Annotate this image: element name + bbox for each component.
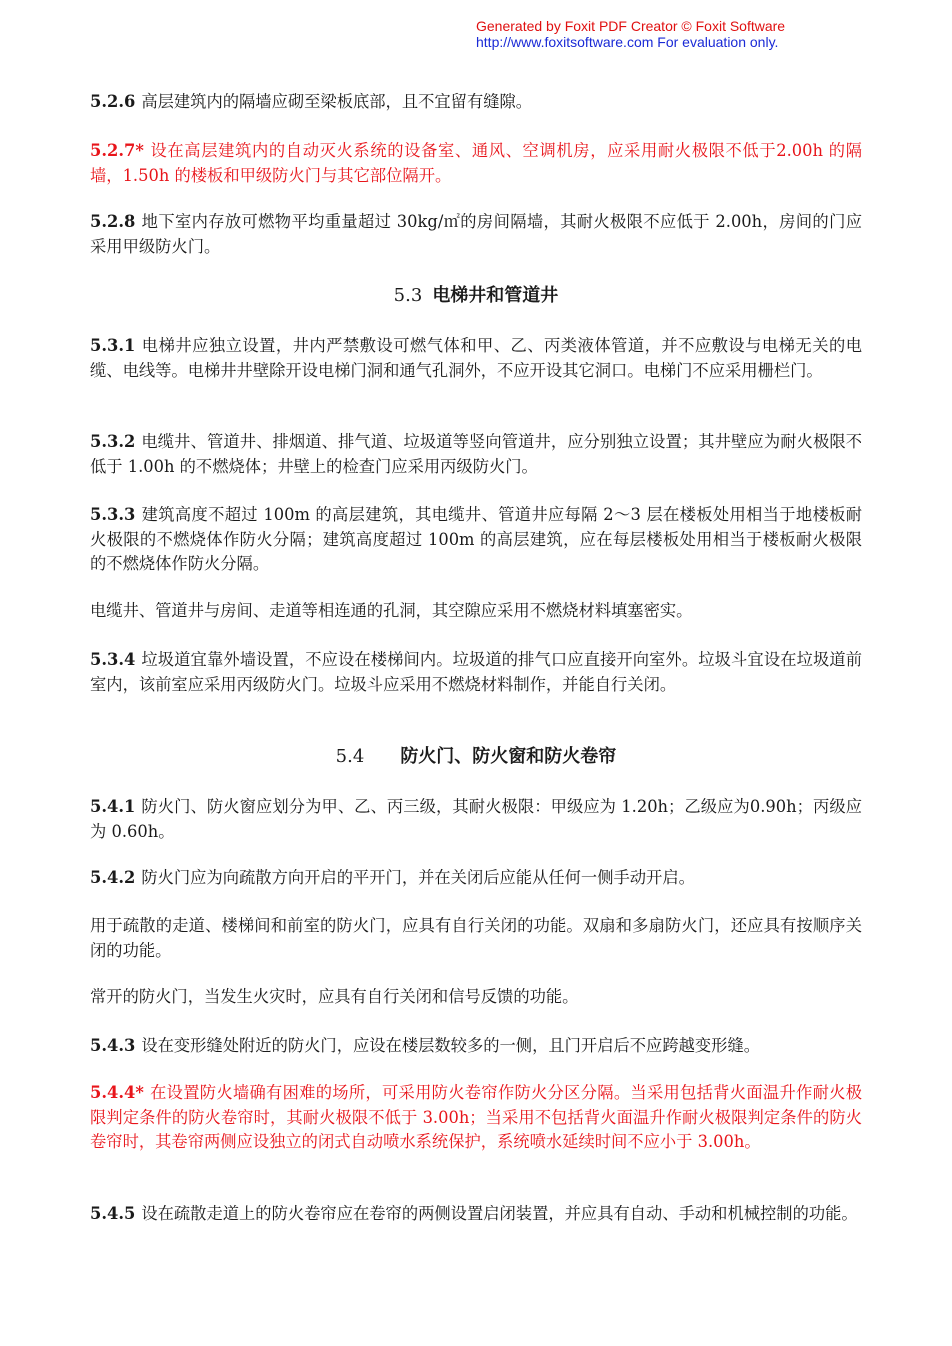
clause-5-3-3 [90,503,862,577]
watermark-line-1: Generated by Foxit PDF Creator © Foxit Software [476,18,786,34]
clause-text: 防火门、防火窗应划分为甲、乙、丙三级，其耐火极限：甲级应为 1.20h；乙级应为0.90h；丙级应为 0.60h。 [90,797,862,841]
clause-text: 在设置防火墙确有困难的场所，可采用防火卷帘作防火分区分隔。当采用包括背火面温升作耐火极限判定条件的防火卷帘时，其耐火极限不低于 3.00h；当采用不包括背火面温升作耐火极限判定条件的防火卷帘时，其卷帘两侧应设独立的闭式自动喷水系统保护，系统喷水延续时间不应小于 3.00h。 [90,1083,862,1151]
clause-5-4-5 [90,1202,862,1227]
section-heading-5-4 [90,745,862,769]
section-heading-5-3 [90,284,862,308]
paragraph-self-closing-doors [90,914,862,963]
clause-number: 5.2.8 [90,212,136,231]
paragraph-text: 电缆井、管道井与房间、走道等相连通的孔洞，其空隙应采用不燃烧材料填塞密实。 [90,601,693,620]
clause-text: 电缆井、管道井、排烟道、排气道、垃圾道等竖向管道井，应分别独立设置；其井壁应为耐火极限不低于 1.00h 的不燃烧体；井壁上的检查门应采用丙级防火门。 [90,432,862,476]
clause-text: 电梯井应独立设置，井内严禁敷设可燃气体和甲、乙、丙类液体管道，并不应敷设与电梯无关的电缆、电线等。电梯井井壁除开设电梯门洞和通气孔洞外，不应开设其它洞口。电梯门不应采用栅栏门。 [90,336,862,380]
clause-number: 5.3.2 [90,432,136,451]
clause-number: 5.4.3 [90,1036,136,1055]
clause-text: 设在高层建筑内的自动灭火系统的设备室、通风、空调机房，应采用耐火极限不低于2.00h 的隔墙，1.50h 的楼板和甲级防火门与其它部位隔开。 [90,141,862,185]
clause-5-4-3 [90,1034,862,1059]
clause-5-3-4 [90,648,862,697]
clause-text: 防火门应为向疏散方向开启的平开门，并在关闭后应能从任何一侧手动开启。 [141,868,695,887]
paragraph-cable-shaft-gaps [90,599,862,624]
section-number: 5.3 [393,285,423,306]
clause-5-4-4 [90,1081,862,1155]
clause-5-3-1 [90,334,862,383]
clause-text: 建筑高度不超过 100m 的高层建筑，其电缆井、管道井应每隔 2～3 层在楼板处用相当于地楼板耐火极限的不燃烧体作防火分隔；建筑高度超过 100m 的高层建筑，应在每层楼板处用相当于楼板耐火极限的不燃烧体作防火分隔。 [90,505,862,573]
clause-number: 5.4.2 [90,868,136,887]
clause-number: 5.4.5 [90,1204,136,1223]
clause-number: 5.2.6 [90,92,136,111]
section-title: 电梯井和管道井 [432,285,559,306]
clause-text: 垃圾道宜靠外墙设置，不应设在楼梯间内。垃圾道的排气口应直接开向室外。垃圾斗宜设在垃圾道前室内，该前室应采用丙级防火门。垃圾斗应采用不燃烧材料制作，并能自行关闭。 [90,650,862,694]
paragraph-text: 常开的防火门，当发生火灾时，应具有自行关闭和信号反馈的功能。 [90,987,579,1006]
clause-5-3-2 [90,430,862,479]
evaluation-watermark [476,18,876,50]
clause-5-2-7 [90,139,862,188]
clause-text: 设在变形缝处附近的防火门，应设在楼层数较多的一侧，且门开启后不应跨越变形缝。 [141,1036,761,1055]
clause-text: 地下室内存放可燃物平均重量超过 30kg/㎡的房间隔墙，其耐火极限不应低于 2.00h，房间的门应采用甲级防火门。 [90,212,862,256]
section-title: 防火门、防火窗和防火卷帘 [400,746,617,767]
clause-number: 5.4.1 [90,797,136,816]
clause-5-4-2 [90,866,862,891]
clause-number: 5.2.7* [90,141,144,160]
paragraph-text: 用于疏散的走道、楼梯间和前室的防火门，应具有自行关闭的功能。双扇和多扇防火门，还应具有按顺序关闭的功能。 [90,916,862,960]
clause-5-2-8 [90,210,862,259]
clause-5-4-1 [90,795,862,844]
clause-number: 5.3.1 [90,336,136,355]
section-number: 5.4 [335,746,365,767]
watermark-line-2: http://www.foxitsoftware.com For evaluation only. [476,34,779,50]
clause-text: 高层建筑内的隔墙应砌至梁板底部，且不宜留有缝隙。 [141,92,533,111]
clause-number: 5.4.4* [90,1083,144,1102]
clause-number: 5.3.3 [90,505,136,524]
clause-number: 5.3.4 [90,650,136,669]
clause-5-2-6 [90,90,862,115]
clause-text: 设在疏散走道上的防火卷帘应在卷帘的两侧设置启闭装置，并应具有自动、手动和机械控制的功能。 [141,1204,858,1223]
paragraph-normally-open-doors [90,985,862,1010]
